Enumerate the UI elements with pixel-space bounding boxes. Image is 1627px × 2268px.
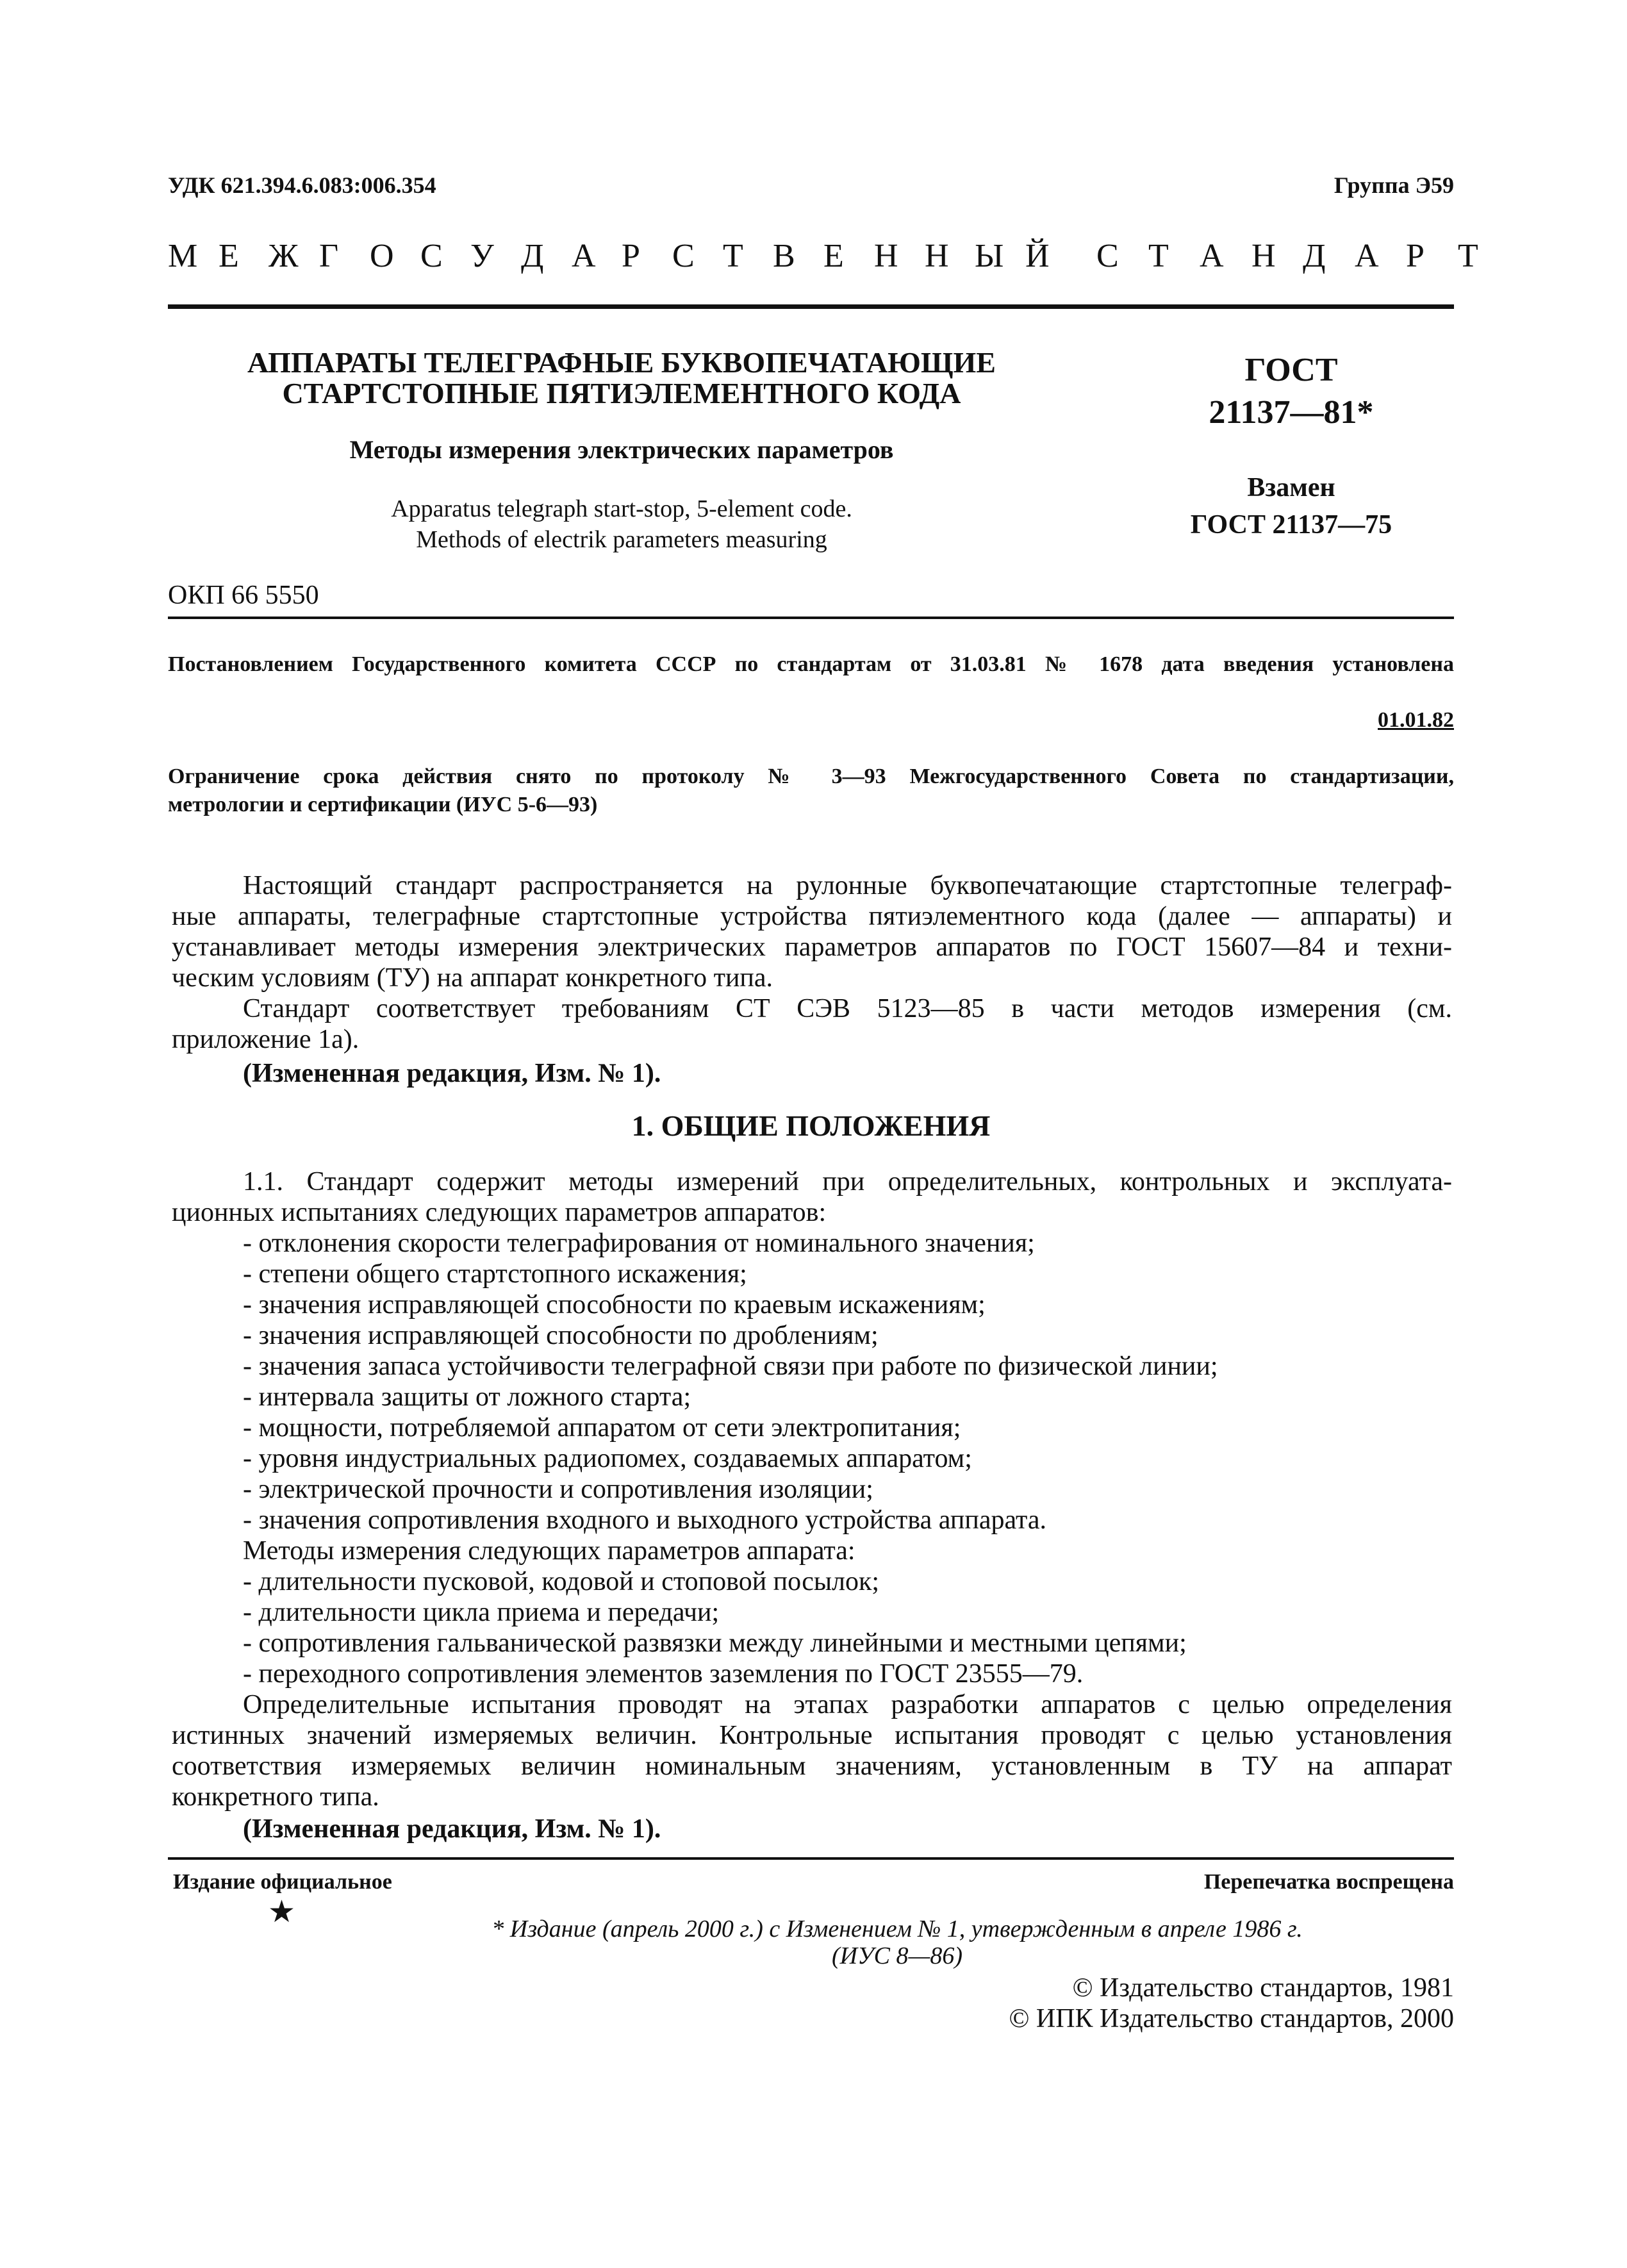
intro-paragraph-2 bbox=[172, 993, 1452, 1055]
banner-letter: Н bbox=[1251, 238, 1276, 274]
section-1-paragraph-2 bbox=[172, 1689, 1452, 1812]
decree-date: 01.01.82 bbox=[1378, 708, 1454, 732]
reprint-prohibited: Перепечатка воспрещена bbox=[1203, 1870, 1454, 1894]
text-line: приложение 1а). bbox=[172, 1025, 359, 1054]
udk-code: УДК 621.394.6.083:006.354 bbox=[168, 172, 436, 198]
banner-letter: С bbox=[420, 238, 443, 274]
title-line-1: АППАРАТЫ ТЕЛЕГРАФНЫЕ БУКВОПЕЧАТАЮЩИЕ bbox=[247, 346, 996, 379]
banner-letter: А bbox=[1200, 238, 1224, 274]
banner-letter: Т bbox=[1458, 238, 1478, 274]
list-item: - значения исправляющей способности по краевым искажениям; bbox=[243, 1290, 986, 1320]
text-line: соответствия измеряемых величин номинальным значениям, установленным в ТУ на аппарат bbox=[172, 1751, 1452, 1781]
banner-letter: В bbox=[773, 238, 795, 274]
list-item: - переходного сопротивления элементов заземления по ГОСТ 23555—79. bbox=[243, 1659, 1084, 1689]
section-1-paragraph-1 bbox=[172, 1166, 1452, 1228]
top-rule bbox=[168, 304, 1454, 309]
list-item: - длительности пусковой, кодовой и стоповой посылок; bbox=[243, 1567, 880, 1596]
replaces-label: Взамен bbox=[1247, 473, 1335, 502]
interstate-standard-banner bbox=[168, 237, 1478, 276]
banner-letter: У bbox=[470, 238, 494, 274]
section-1-amendment: (Измененная редакция, Изм. № 1). bbox=[243, 1814, 661, 1844]
list-item: - интервала защиты от ложного старта; bbox=[243, 1382, 691, 1412]
banner-letter: С bbox=[1096, 238, 1119, 274]
banner-letter: Р bbox=[1406, 238, 1425, 274]
list-item: - мощности, потребляемой аппаратом от сети электропитания; bbox=[243, 1413, 961, 1443]
gost-label: ГОСТ bbox=[1244, 352, 1338, 388]
limitation-line-1: Ограничение срока действия снято по протоколу № 3—93 Межгосударственного Совета по стандартизации, bbox=[168, 765, 1454, 788]
group-code: Группа Э59 bbox=[1334, 172, 1454, 198]
english-title-2: Methods of electrik parameters measuring bbox=[416, 526, 827, 553]
list-item: - отклонения скорости телеграфирования от номинального значения; bbox=[243, 1229, 1035, 1258]
banner-letter: Ы bbox=[975, 238, 1004, 274]
text-line: ные аппараты, телеграфные стартстопные устройства пятиэлементного кода (далее — аппараты) и bbox=[172, 902, 1452, 931]
section-1-heading: 1. ОБЩИЕ ПОЛОЖЕНИЯ bbox=[631, 1109, 991, 1142]
footer-rule bbox=[168, 1857, 1454, 1860]
copyright-1981: © Издательство стандартов, 1981 bbox=[1072, 1973, 1454, 2003]
copyright-2000: © ИПК Издательство стандартов, 2000 bbox=[1009, 2004, 1454, 2033]
limitation-line-2: метрологии и сертификации (ИУС 5-6—93) bbox=[168, 793, 598, 816]
text-line: Настоящий стандарт распространяется на рулонные буквопечатающие стартстопные телеграф- bbox=[243, 871, 1452, 900]
banner-letter: Й bbox=[1025, 238, 1050, 274]
gost-number: 21137—81* bbox=[1209, 394, 1374, 431]
edition-note-1: * Издание (апрель 2000 г.) с Изменением № 1, утвержденным в апреле 1986 г. bbox=[491, 1916, 1303, 1942]
star-icon: ★ bbox=[268, 1895, 296, 1929]
okp-code: ОКП 66 5550 bbox=[168, 581, 319, 610]
banner-letter: Е bbox=[219, 238, 239, 274]
banner-letter: Н bbox=[874, 238, 898, 274]
list-2-intro: Методы измерения следующих параметров аппарата: bbox=[243, 1536, 855, 1566]
text-line: истинных значений измеряемых величин. Контрольные испытания проводят с целью установления bbox=[172, 1721, 1452, 1750]
subtitle: Методы измерения электрических параметров bbox=[349, 435, 894, 464]
banner-letter: Ж bbox=[268, 238, 299, 274]
banner-letter: Д bbox=[521, 238, 544, 274]
text-line: ческим условиям (ТУ) на аппарат конкретного типа. bbox=[172, 963, 773, 993]
list-item: - степени общего стартстопного искажения; bbox=[243, 1259, 747, 1289]
banner-letter: А bbox=[572, 238, 596, 274]
text-line: устанавливает методы измерения электрических параметров аппаратов по ГОСТ 15607—84 и техни- bbox=[172, 932, 1452, 962]
banner-letter: Д bbox=[1303, 238, 1326, 274]
banner-letter: А bbox=[1355, 238, 1379, 274]
list-item: - значения запаса устойчивости телеграфной связи при работе по физической линии; bbox=[243, 1352, 1218, 1381]
banner-letter: Т bbox=[723, 238, 743, 274]
text-line: конкретного типа. bbox=[172, 1782, 379, 1812]
text-line: 1.1. Стандарт содержит методы измерений при определительных, контрольных и эксплуата- bbox=[243, 1167, 1452, 1196]
banner-letter: О bbox=[370, 238, 394, 274]
banner-letter: Е bbox=[823, 238, 844, 274]
intro-amendment: (Измененная редакция, Изм. № 1). bbox=[243, 1059, 661, 1088]
list-item: - значения сопротивления входного и выходного устройства аппарата. bbox=[243, 1505, 1047, 1535]
title-line-2: СТАРТСТОПНЫЕ ПЯТИЭЛЕМЕНТНОГО КОДА bbox=[282, 377, 961, 410]
middle-rule bbox=[168, 617, 1454, 619]
text-line: Стандарт соответствует требованиям СТ СЭВ 5123—85 в части методов измерения (см. bbox=[243, 994, 1452, 1023]
list-item: - длительности цикла приема и передачи; bbox=[243, 1598, 720, 1627]
intro-paragraph-1 bbox=[172, 870, 1452, 993]
text-line: Определительные испытания проводят на этапах разработки аппаратов с целью определения bbox=[243, 1690, 1452, 1719]
list-item: - электрической прочности и сопротивления изоляции; bbox=[243, 1475, 873, 1504]
edition-note-2: (ИУС 8—86) bbox=[832, 1942, 962, 1969]
list-item: - значения исправляющей способности по дроблениям; bbox=[243, 1321, 879, 1350]
banner-letter: Г bbox=[319, 238, 339, 274]
text-line: ционных испытаниях следующих параметров аппаратов: bbox=[172, 1198, 827, 1227]
banner-letter: М bbox=[168, 238, 198, 274]
banner-letter: Р bbox=[622, 238, 640, 274]
banner-letter: Т bbox=[1148, 238, 1169, 274]
decree-text: Постановлением Государственного комитета СССР по стандартам от 31.03.81 № 1678 дата введения установлена bbox=[168, 652, 1454, 676]
list-item: - сопротивления гальванической развязки между линейными и местными цепями; bbox=[243, 1628, 1187, 1658]
banner-letter: С bbox=[672, 238, 695, 274]
english-title-1: Apparatus telegraph start-stop, 5-element code. bbox=[391, 495, 852, 522]
replaces-standard: ГОСТ 21137—75 bbox=[1190, 510, 1392, 540]
list-item: - уровня индустриальных радиопомех, создаваемых аппаратом; bbox=[243, 1444, 972, 1473]
official-edition: Издание официальное bbox=[173, 1870, 392, 1894]
banner-letter: Н bbox=[925, 238, 949, 274]
